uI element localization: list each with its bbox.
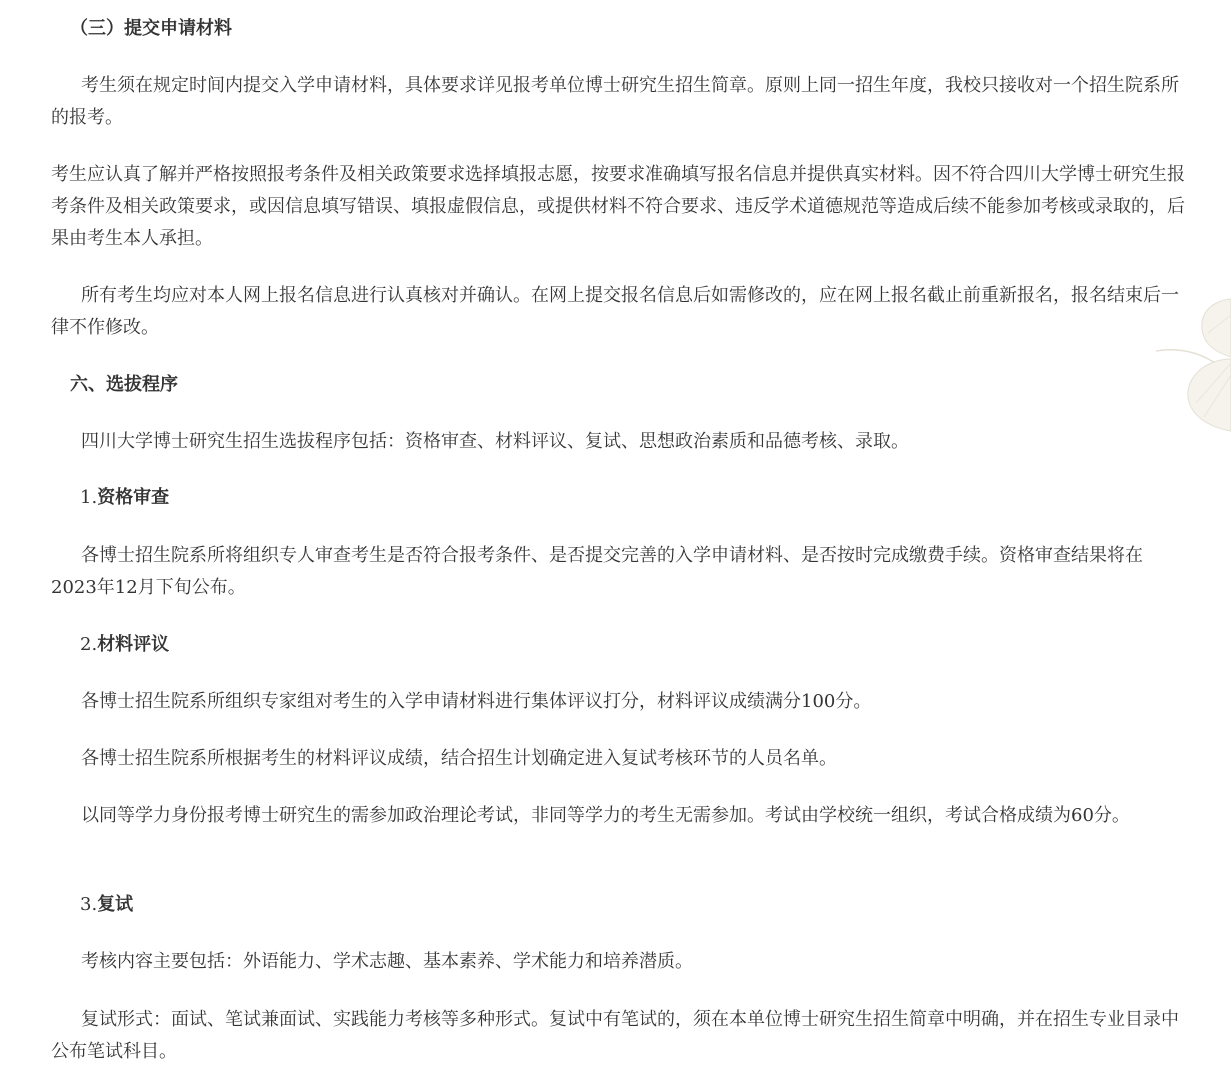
subheading-number: 1. [80, 487, 98, 508]
paragraph-retest-list: 各博士招生院系所根据考生的材料评议成绩，结合招生计划确定进入复试考核环节的人员名单。 [81, 748, 837, 769]
paragraph-qualification-review: 各博士招生院系所将组织专人审查考生是否符合报考条件、是否提交完善的入学申请材料、是否按时完成缴费手续。资格审查结果将在2023年12月下旬公布。 [51, 545, 1143, 598]
subheading-title: 复试 [97, 894, 134, 915]
paragraph-applicant-responsibility: 考生应认真了解并严格按照报考条件及相关政策要求选择填报志愿，按要求准确填写报名信息并提供真实材料。因不符合四川大学博士研究生报考条件及相关政策要求，或因信息填写错误、填报虚假信息，或提供材料不符合要求、违反学术道德规范等造成后续不能参加考核或录取的，后果由考生本人承担。 [51, 164, 1185, 249]
paragraph-online-info-check: 所有考生均应对本人网上报名信息进行认真核对并确认。在网上提交报名信息后如需修改的，应在网上报名截止前重新报名，报名结束后一律不作修改。 [51, 285, 1179, 338]
paragraph-materials-scoring: 各博士招生院系所组织专家组对考生的入学申请材料进行集体评议打分，材料评议成绩满分100分。 [81, 691, 872, 712]
paragraph-retest-content: 考核内容主要包括：外语能力、学术志趣、基本素养、学术能力和培养潜质。 [81, 951, 693, 972]
subheading-number: 3. [80, 894, 98, 915]
subheading-title: 资格审查 [97, 487, 170, 508]
selection-procedure-heading: 六、选拔程序 [70, 374, 178, 395]
subheading-materials-review [80, 629, 1217, 661]
paragraph-procedure-overview: 四川大学博士研究生招生选拔程序包括：资格审查、材料评议、复试、思想政治素质和品德考核、录取。 [81, 431, 909, 452]
paragraph-submit-requirements: 考生须在规定时间内提交入学申请材料，具体要求详见报考单位博士研究生招生简章。原则上同一招生年度，我校只接收对一个招生院系所的报考。 [51, 75, 1179, 128]
ginkgo-leaf-icon [1156, 285, 1231, 435]
subheading-qualification-review [80, 482, 1217, 514]
subheading-number: 2. [80, 634, 98, 655]
subheading-title: 材料评议 [97, 634, 170, 655]
paragraph-retest-format: 复试形式：面试、笔试兼面试、实践能力考核等多种形式。复试中有笔试的，须在本单位博士研究生招生简章中明确，并在招生专业目录中公布笔试科目。 [51, 1009, 1179, 1062]
submit-materials-heading: （三）提交申请材料 [70, 18, 232, 39]
paragraph-politics-exam: 以同等学力身份报考博士研究生的需参加政治理论考试，非同等学力的考生无需参加。考试由学校统一组织，考试合格成绩为60分。 [81, 805, 1130, 826]
subheading-retest [80, 889, 1217, 921]
